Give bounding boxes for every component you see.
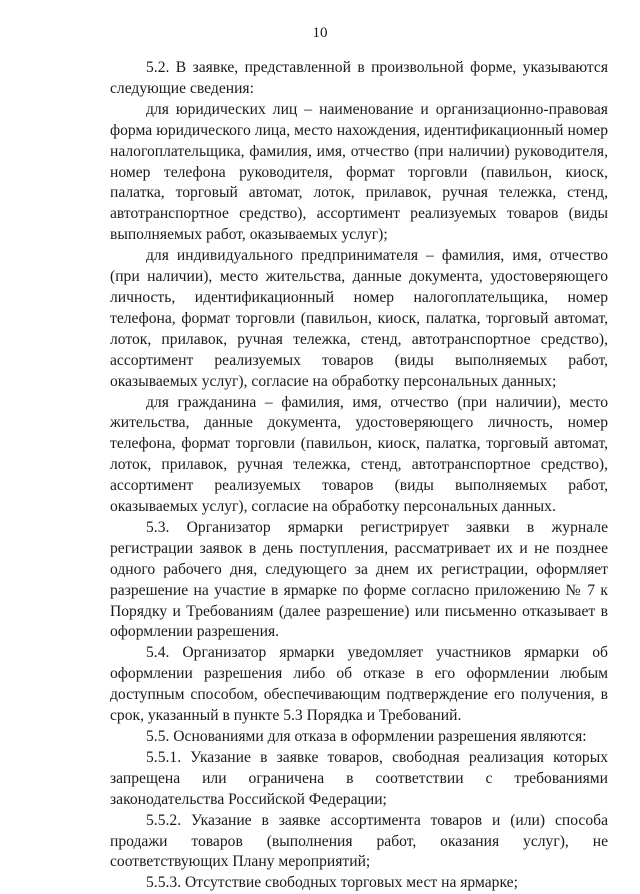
page-number: 10 — [312, 25, 328, 41]
paragraph-5-5: 5.5. Основаниями для отказа в оформлении разрешения являются: — [146, 728, 587, 745]
paragraph-individual-entrepreneur: для индивидуального предпринимателя – фамилия, имя, отчество (при наличии), место жительства, данные документа, удостоверяющего личность, идентификационный номер налогоплательщика, номер телефона, формат торговли (павильон, киоск, палатка, торговый автомат, лоток, прилавок, ручная тележка, стенд, автотранспортное средство), ассортимент реализуемых товаров (виды выполняемых работ, оказываемых услуг), согласие на обработку персональных данных; — [110, 247, 608, 390]
paragraph-5-3: 5.3. Организатор ярмарки регистрирует заявки в журнале регистрации заявок в день поступления, рассматривает их и не позднее одного рабочего дня, следующего за днем их регистрации, оформляет разрешение на участие в ярмарке по форме согласно приложению № 7 к Порядку и Требованиям (далее разрешение) или письменно отказывает в оформлении разрешения. — [110, 518, 608, 641]
paragraph-legal-entities: для юридических лиц – наименование и организационно-правовая форма юридического лица, место нахождения, идентификационный номер налогоплательщика, фамилия, имя, отчество (при наличии) руководителя, номер телефона руководителя, формат торговли (павильон, киоск, палатка, торговый автомат, лоток, прилавок, ручная тележка, стенд, автотранспортное средство), ассортимент реализуемых товаров (виды выполняемых работ, оказываемых услуг); — [110, 100, 608, 244]
paragraph-5-4: 5.4. Организатор ярмарки уведомляет участников ярмарки об оформлении разрешения либо об отказе в его оформлении любым доступным способом, обеспечивающим подтверждение его получения, в срок, указанный в пункте 5.3 Порядка и Требований. — [110, 644, 608, 725]
paragraph-5-5-1: 5.5.1. Указание в заявке товаров, свободная реализация которых запрещена или ограничена в соответствии с требованиями законодательства Российской Федерации; — [110, 748, 608, 808]
paragraph-citizen: для гражданина – фамилия, имя, отчество (при наличии), место жительства, данные документа, удостоверяющего личность, номер телефона, формат торговли (павильон, киоск, палатка, торговый автомат, лоток, прилавок, ручная тележка, стенд, автотранспортное средство), ассортимент реализуемых товаров (виды выполняемых работ, оказываемых услуг), согласие на обработку персональных данных. — [110, 393, 608, 516]
paragraph-5-2: 5.2. В заявке, представленной в произвольной форме, указываются следующие сведения: — [110, 59, 608, 97]
document-body — [110, 58, 608, 894]
paragraph-5-5-3: 5.5.3. Отсутствие свободных торговых мест на ярмарке; — [146, 874, 518, 892]
paragraph-5-5-2: 5.5.2. Указание в заявке ассортимента товаров и (или) способа продажи товаров (выполнения работ, оказания услуг), не соответствующих Плану мероприятий; — [110, 811, 608, 871]
